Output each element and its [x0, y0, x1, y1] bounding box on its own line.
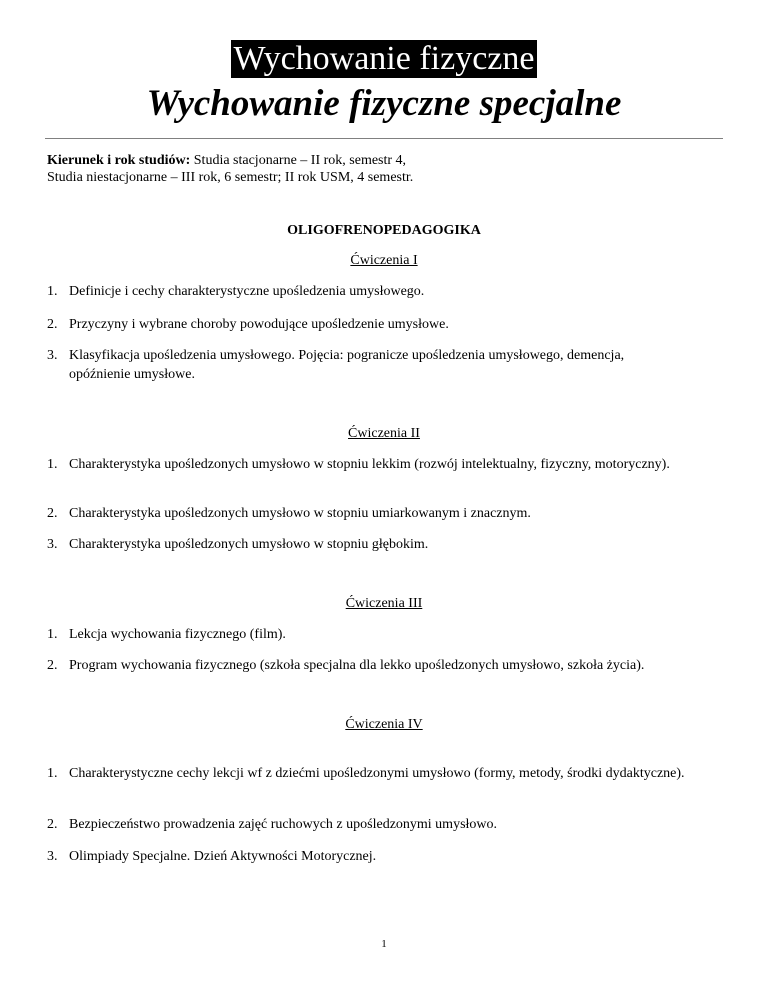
list-item — [47, 847, 687, 866]
list-item-number: 3. — [47, 849, 58, 864]
list-item-text: Program wychowania fizycznego (szkoła specjalna dla lekko upośledzonych umysłowo, szkoła życia). — [69, 658, 645, 673]
list-item — [47, 656, 687, 675]
section-heading-3 — [0, 595, 768, 612]
list-item-text: Charakterystyka upośledzonych umysłowo w stopniu umiarkowanym i znacznym. — [69, 506, 531, 521]
list-item — [47, 815, 687, 834]
list-item-number: 2. — [47, 817, 58, 832]
section-heading-1-label: Ćwiczenia I — [350, 253, 418, 268]
list-item-number: 2. — [47, 506, 58, 521]
list-item — [47, 535, 687, 554]
list-item-text: Olimpiady Specjalne. Dzień Aktywności Motorycznej. — [69, 849, 377, 864]
list-item-number: 3. — [47, 348, 58, 363]
list-item-number: 3. — [47, 537, 58, 552]
list-item — [47, 504, 687, 523]
list-item-number: 2. — [47, 317, 58, 332]
section-heading-2-label: Ćwiczenia II — [348, 426, 420, 441]
study-info-line-1: Studia stacjonarne – II rok, semestr 4, — [193, 153, 407, 168]
list-item-text: Klasyfikacja upośledzenia umysłowego. Pojęcia: pogranicze upośledzenia umysłowego, demencja, opóźnienie umysłowe. — [69, 348, 625, 382]
document-subtitle: Wychowanie fizyczne specjalne — [146, 83, 622, 124]
list-item-text: Przyczyny i wybrane choroby powodujące upośledzenie umysłowe. — [69, 317, 449, 332]
section-heading-1 — [0, 252, 768, 269]
list-item — [47, 625, 687, 644]
list-item-number: 1. — [47, 284, 58, 299]
horizontal-divider — [45, 138, 723, 139]
list-item-text: Charakterystyka upośledzonych umysłowo w stopniu głębokim. — [69, 537, 429, 552]
page-number: 1 — [381, 938, 387, 950]
list-item-text: Lekcja wychowania fizycznego (film). — [69, 627, 286, 642]
list-item-text: Charakterystyczne cechy lekcji wf z dziećmi upośledzonymi umysłowo (formy, metody, środki dydaktyczne). — [69, 766, 685, 781]
list-item-text: Charakterystyka upośledzonych umysłowo w stopniu lekkim (rozwój intelektualny, fizyczny, motoryczny). — [69, 457, 670, 472]
subject-heading: OLIGOFRENOPEDAGOGIKA — [287, 223, 481, 238]
list-item-number: 1. — [47, 457, 58, 472]
list-item-number: 2. — [47, 658, 58, 673]
study-info-label: Kierunek i rok studiów: — [47, 153, 191, 168]
list-item — [47, 764, 687, 783]
list-item — [47, 282, 687, 301]
document-title: Wychowanie fizyczne — [231, 40, 538, 78]
list-item-text: Bezpieczeństwo prowadzenia zajęć ruchowych z upośledzonymi umysłowo. — [69, 817, 498, 832]
section-heading-4 — [0, 716, 768, 733]
list-item-number: 1. — [47, 627, 58, 642]
list-item — [47, 315, 687, 334]
study-info — [47, 152, 413, 186]
title-block — [0, 40, 768, 126]
section-heading-4-label: Ćwiczenia IV — [345, 717, 423, 732]
list-item-text: Definicje i cechy charakterystyczne upośledzenia umysłowego. — [69, 284, 425, 299]
study-info-line-2: Studia niestacjonarne – III rok, 6 semestr; II rok USM, 4 semestr. — [47, 170, 414, 185]
list-item — [47, 346, 687, 384]
section-heading-2 — [0, 425, 768, 442]
section-heading-3-label: Ćwiczenia III — [345, 596, 423, 611]
list-item-number: 1. — [47, 766, 58, 781]
list-item — [47, 455, 687, 474]
